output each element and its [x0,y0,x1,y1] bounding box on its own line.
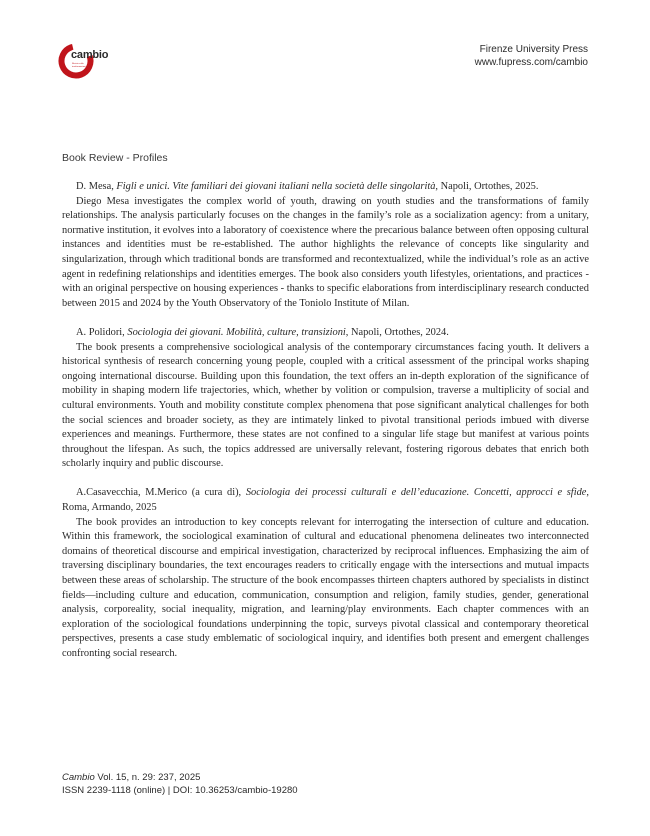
review-citation [62,180,589,195]
citation-title: Figli e unici. Vite familiari dei giovani italiani nella società delle singolarità [116,181,436,192]
logo-tagline: Rivista sulle trasformazioni sociali [72,63,93,68]
reviews-content [62,180,589,676]
journal-info [62,772,298,785]
journal-name: Cambio [62,772,95,783]
cambio-logo [58,43,114,79]
review-body: Diego Mesa investigates the complex world of youth, drawing on youth studies and the transformations of family relationships. The analysis particularly focuses on the changes in the family’s role as a socialization agency: from a unitary, normative institution, it evolves into a laboratory of coexistence where the precarious balance between often opposing cultural instances and identities must be re-established. The author highlights the relevance of concepts like singularity and singularization, through which traditional bonds are transformed and recontextualized, while the individual’s role as an active agent in redefining relationships and identities emerges. The book also considers youth lifestyles, orientations, and practices - with an original perspective on housing experiences - thanks to specific elaborations from interdisciplinary research conducted between 2015 and 2024 by the Youth Observatory of the Toniolo Institute of Milan. [62,195,589,309]
review-body: The book presents a comprehensive sociological analysis of the contemporary circumstances facing youth. It delivers a historical synthesis of research concerning young people, coupled with a critical assessment of the principal works shaping ongoing international discourse. Building upon this foundation, the text offers an in-depth exploration of the significance of mobility in shaping modern life trajectories, which, whether by volition or compulsion, traverse a multiplicity of social and cultural environments. Youth and mobility constitute complex phenomena that pose significant analytical challenges for both the social sciences and broader society, as they are intimately linked to pivotal transitional periods imbued with diverse experiences and meanings. Furthermore, these states are not confined to a singular life stage but manifest at various points throughout the lifespan. As such, the topics addressed are universally relevant, fostering rigorous debates that enrich both scholarly inquiry and public discourse. [62,341,589,470]
review-body: The book provides an introduction to key concepts relevant for interrogating the intersection of culture and education. Within this framework, the sociological examination of cultural and educational phenomena delineates two interconnected domains of theoretical discourse and empirical investigation, characterized by reciprocal influences. Emphasizing the aim of traversing disciplinary boundaries, the text encourages readers to critically engage with the intersections and mutual impacts between these areas of scholarship. The structure of the book encompasses thirteen chapters authored by specialists in distinct fields—including culture and education, communication, consumption and religion, family studies, gender, generational analysis, corporeality, social inequality, migration, and learning/play environments. Each chapter commences with an exploration of the sociological foundations underpinning the topic, surveys pivotal classical and contemporary theoretical perspectives, presents a case study emblematic of sociological inquiry, and identifies both present and emergent challenges confronting social research. [62,516,589,659]
citation-authors: A.Casavecchia, M.Merico (a cura di), [76,487,242,499]
citation-publisher: , Roma, Armando, 2025 [62,487,589,514]
review-citation [62,486,589,515]
citation-publisher: , Napoli, Ortothes, 2025. [435,181,539,192]
publisher-info [475,43,588,69]
review-mesa [62,180,589,311]
citation-publisher: , Napoli, Ortothes, 2024. [345,326,449,338]
citation-authors: A. Polidori, [76,326,125,338]
logo-text: cambio [71,49,109,61]
review-casavecchia-merico [62,486,589,661]
citation-title: Sociologia dei giovani. Mobilità, culture, transizioni [127,326,346,338]
issn-doi: ISSN 2239-1118 (online) | DOI: 10.36253/cambio-19280 [62,784,298,796]
review-citation [62,326,589,341]
publisher-url[interactable]: www.fupress.com/cambio [474,57,588,68]
publisher-name: Firenze University Press [479,44,588,55]
review-polidori [62,326,589,472]
section-label: Book Review - Profiles [62,152,168,164]
citation-authors: D. Mesa, [76,181,114,192]
citation-title: Sociologia dei processi culturali e dell’educazione. Concetti, approcci e sfide [245,487,587,499]
journal-issue: Vol. 15, n. 29: 237, 2025 [94,772,201,783]
page-footer [62,772,298,797]
